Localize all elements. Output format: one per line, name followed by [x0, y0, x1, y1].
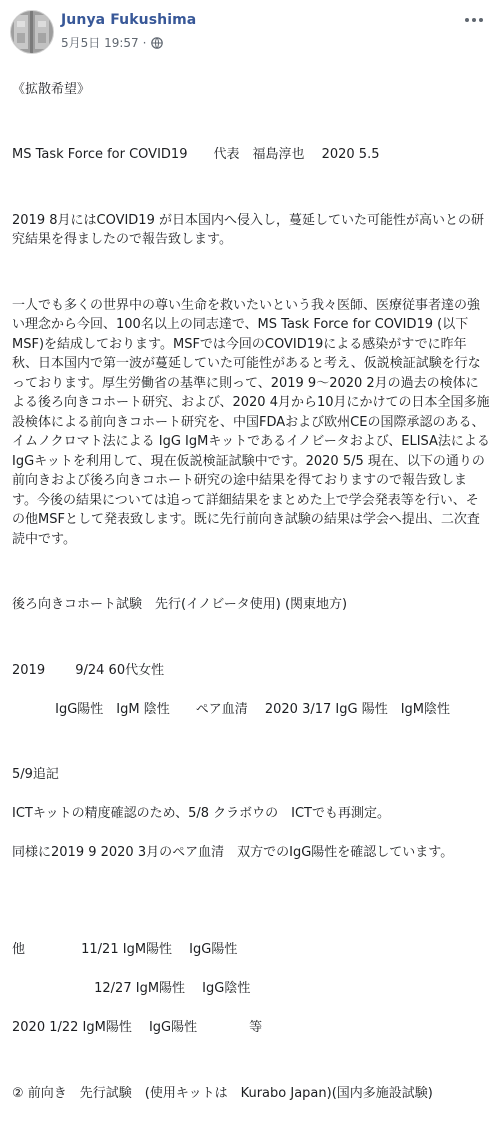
prospective-title: ② 前向き 先行試験 (使用キットは Kurabo Japan)(国内多施設試験)	[12, 1085, 433, 1101]
post-header	[10, 8, 490, 54]
meta-separator: ·	[142, 35, 147, 50]
post-title: 《拡散希望》	[12, 81, 91, 97]
post-timestamp[interactable]: 5月5日 19:57	[61, 36, 139, 50]
byline: MS Task Force for COVID19 代表 福島淳也 2020 5.5	[12, 147, 380, 162]
other-line-3: 2020 1/22 IgM陽性 IgG陽性 等	[12, 1020, 263, 1035]
case-line-2: IgG陽性 IgM 陰性 ペア血清 2020 3/17 IgG 陽性 IgM陰性	[12, 701, 450, 717]
avatar[interactable]	[10, 10, 54, 54]
author-name[interactable]: Junya Fukushima	[61, 12, 197, 28]
case-line-1: 2019 9/24 60代女性	[12, 662, 165, 678]
addendum-title: 5/9追記	[12, 767, 59, 782]
other-line-2: 12/27 IgM陽性 IgG陰性	[12, 981, 251, 996]
more-options-icon[interactable]	[460, 10, 488, 30]
retrospective-title: 後ろ向きコホート試験 先行(イノビータ使用) (関東地方)	[12, 597, 348, 612]
post-body	[12, 60, 490, 1123]
paragraph-2: 一人でも多くの世界中の尊い生命を救いたいという我々医師、医療従事者達の強い理念から今回、100名以上の同志達で、MS Task Force for COVID19 (以下MSF)を結成しております。MSFでは今回のCOVID19による感染がすでに昨年秋、日本国内で第一波が蔓延していた可能性があると考え、仮説検証試験を行なっております。厚生労働省の基準に則って、2019 9～2020 2月の過去の検体による後ろ向きコホート研究、および、2020 4月から10月にかけての日本全国多施設検体による前向きコホート研究を、中国FDAおよび欧州CEの国際承認のある、イムノクロマト法による IgG IgMキットであるイノビータおよび、ELISA法によるIgGキットを利用して、現在仮説検証試験中です。2020 5/5 現在、以下の通りの前向きおよび後ろ向きコホート研究の途中結果を得ておりますので報告致します。今後の結果については追って詳細結果をまとめた上で学会発表等を行い、その他MSFとして発表致します。既に先行前向き試験の結果は学会へ提出、二次査読中です。	[12, 297, 490, 547]
globe-icon	[151, 37, 163, 49]
paragraph-1: 2019 8月にはCOVID19 が日本国内へ侵入し，蔓延していた可能性が高いとの研究結果を得ましたので報告致します。	[12, 212, 484, 247]
addendum-line-2: 同様に2019 9 2020 3月のペア血清 双方でのIgG陽性を確認しています。	[12, 845, 454, 860]
other-line-1: 他 11/21 IgM陽性 IgG陽性	[12, 942, 238, 957]
addendum-line-1: ICTキットの精度確認のため、5/8 クラボウの ICTでも再測定。	[12, 806, 390, 821]
avatar-image	[11, 11, 53, 53]
post-meta	[61, 34, 163, 51]
